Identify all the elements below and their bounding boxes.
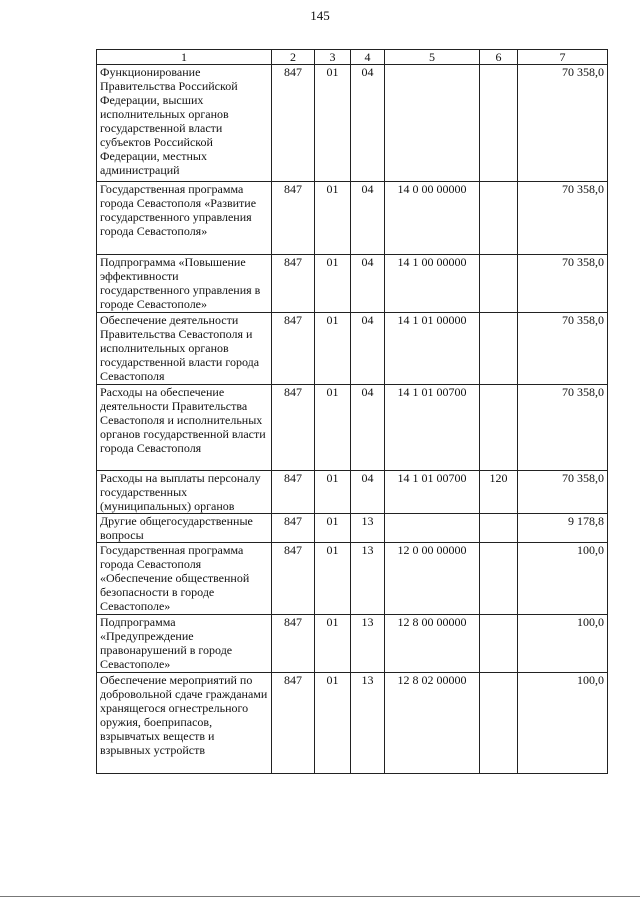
col-header-4: 4 (351, 50, 385, 65)
row-target-article: 14 1 01 00000 (385, 313, 480, 385)
row-expense-type (480, 255, 518, 313)
row-name: Обеспечение мероприятий по добровольной сдаче гражданами хранящегося огнестрельного оружия, боеприпасов, взрывчатых веществ и взрывных устройств (97, 673, 272, 774)
row-ministry-code: 847 (272, 543, 315, 615)
row-expense-type (480, 182, 518, 255)
row-name: Другие общегосударственные вопросы (97, 514, 272, 543)
row-target-article: 14 1 01 00700 (385, 385, 480, 471)
row-amount: 70 358,0 (518, 182, 608, 255)
row-subsection: 13 (351, 615, 385, 673)
row-expense-type (480, 385, 518, 471)
row-subsection: 13 (351, 514, 385, 543)
header-row (97, 50, 608, 65)
page-bottom-edge (0, 896, 640, 897)
row-target-article: 14 1 01 00700 (385, 471, 480, 514)
row-ministry-code: 847 (272, 313, 315, 385)
row-subsection: 04 (351, 182, 385, 255)
col-header-5: 5 (385, 50, 480, 65)
row-expense-type (480, 673, 518, 774)
row-name: Подпрограмма «Предупреждение правонарушений в городе Севастополе» (97, 615, 272, 673)
row-subsection: 04 (351, 313, 385, 385)
row-target-article: 14 1 00 00000 (385, 255, 480, 313)
row-ministry-code: 847 (272, 471, 315, 514)
row-expense-type (480, 543, 518, 615)
table-row (97, 65, 608, 182)
row-ministry-code: 847 (272, 514, 315, 543)
row-amount: 9 178,8 (518, 514, 608, 543)
table-row (97, 543, 608, 615)
row-ministry-code: 847 (272, 255, 315, 313)
row-section: 01 (315, 385, 351, 471)
col-header-2: 2 (272, 50, 315, 65)
row-amount: 70 358,0 (518, 65, 608, 182)
col-header-6: 6 (480, 50, 518, 65)
row-ministry-code: 847 (272, 615, 315, 673)
table-row (97, 255, 608, 313)
table-row (97, 471, 608, 514)
row-name: Расходы на обеспечение деятельности Правительства Севастополя и исполнительных органов государственной власти города Севастополя (97, 385, 272, 471)
row-target-article: 14 0 00 00000 (385, 182, 480, 255)
row-ministry-code: 847 (272, 182, 315, 255)
row-amount: 70 358,0 (518, 255, 608, 313)
row-section: 01 (315, 615, 351, 673)
row-subsection: 04 (351, 65, 385, 182)
row-amount: 70 358,0 (518, 313, 608, 385)
row-target-article: 12 8 02 00000 (385, 673, 480, 774)
col-header-3: 3 (315, 50, 351, 65)
row-target-article: 12 0 00 00000 (385, 543, 480, 615)
row-ministry-code: 847 (272, 673, 315, 774)
row-target-article: 12 8 00 00000 (385, 615, 480, 673)
table-row (97, 182, 608, 255)
row-section: 01 (315, 255, 351, 313)
row-section: 01 (315, 543, 351, 615)
row-section: 01 (315, 313, 351, 385)
row-name: Государственная программа города Севастополя «Обеспечение общественной безопасности в городе Севастополе» (97, 543, 272, 615)
col-header-1: 1 (97, 50, 272, 65)
row-subsection: 13 (351, 673, 385, 774)
row-expense-type: 120 (480, 471, 518, 514)
row-ministry-code: 847 (272, 385, 315, 471)
row-section: 01 (315, 471, 351, 514)
row-subsection: 04 (351, 471, 385, 514)
table-row (97, 313, 608, 385)
col-header-7: 7 (518, 50, 608, 65)
row-amount: 100,0 (518, 673, 608, 774)
row-amount: 70 358,0 (518, 385, 608, 471)
row-expense-type (480, 65, 518, 182)
row-expense-type (480, 514, 518, 543)
row-amount: 100,0 (518, 543, 608, 615)
row-name: Государственная программа города Севастополя «Развитие государственного управления города Севастополя» (97, 182, 272, 255)
table-row (97, 514, 608, 543)
row-target-article (385, 514, 480, 543)
page-number: 145 (310, 8, 330, 23)
table-row (97, 385, 608, 471)
budget-table (96, 49, 608, 774)
row-target-article (385, 65, 480, 182)
row-section: 01 (315, 65, 351, 182)
row-amount: 70 358,0 (518, 471, 608, 514)
row-ministry-code: 847 (272, 65, 315, 182)
row-expense-type (480, 313, 518, 385)
row-subsection: 13 (351, 543, 385, 615)
table-row (97, 673, 608, 774)
row-section: 01 (315, 673, 351, 774)
row-name: Обеспечение деятельности Правительства Севастополя и исполнительных органов государственной власти города Севастополя (97, 313, 272, 385)
row-name: Расходы на выплаты персоналу государственных (муниципальных) органов (97, 471, 272, 514)
row-subsection: 04 (351, 385, 385, 471)
row-section: 01 (315, 182, 351, 255)
row-name: Функционирование Правительства Российской Федерации, высших исполнительных органов государственной власти субъектов Российской Федерации, местных администраций (97, 65, 272, 182)
row-section: 01 (315, 514, 351, 543)
row-amount: 100,0 (518, 615, 608, 673)
row-expense-type (480, 615, 518, 673)
row-name: Подпрограмма «Повышение эффективности государственного управления в городе Севастополе» (97, 255, 272, 313)
table-row (97, 615, 608, 673)
row-subsection: 04 (351, 255, 385, 313)
